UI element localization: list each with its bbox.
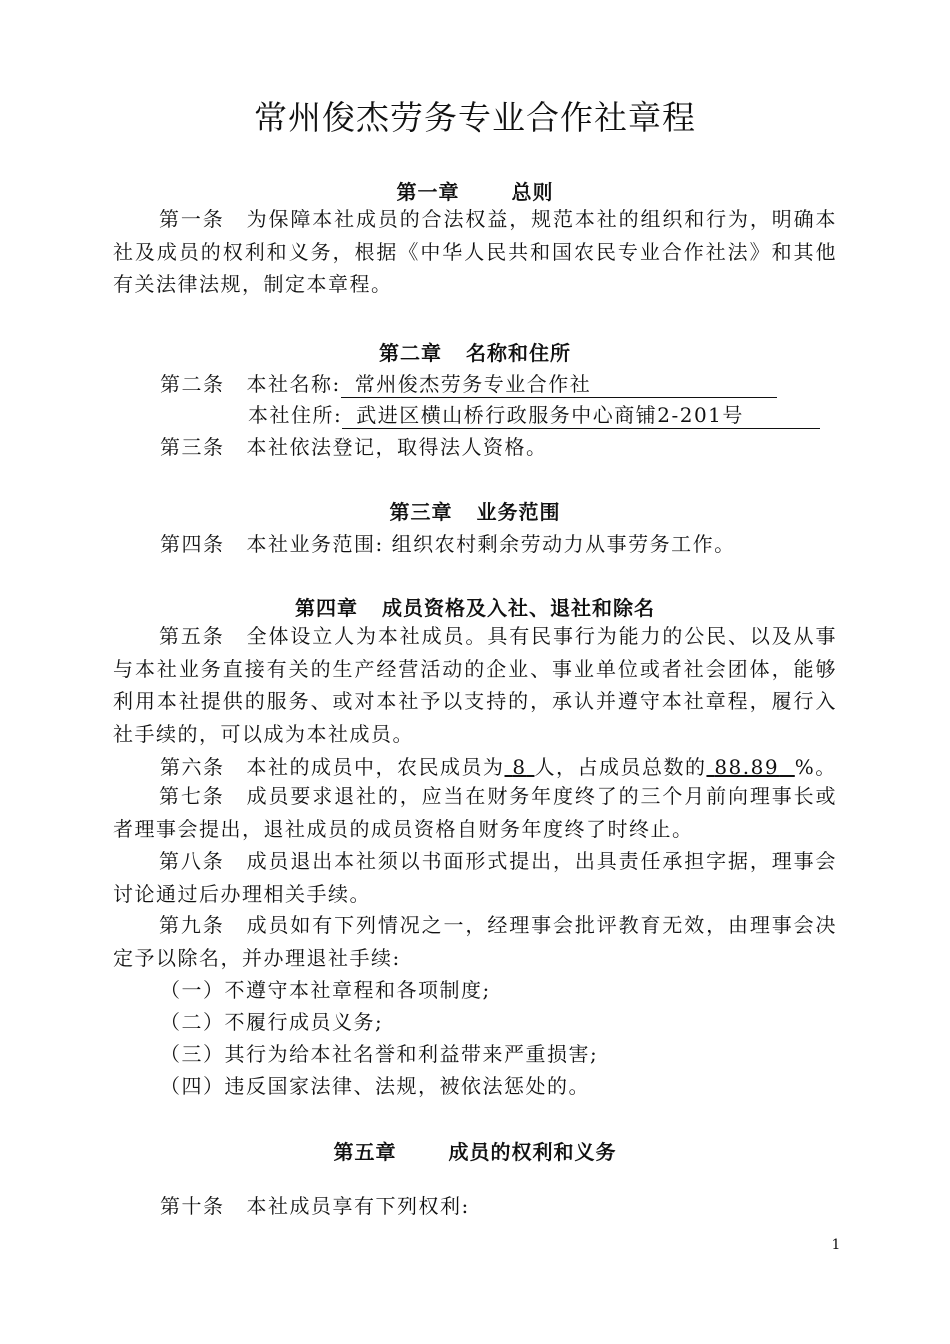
article-9-label: 第九条: [159, 913, 225, 937]
coop-name-value: 常州俊杰劳务专业合作社: [341, 368, 777, 398]
article-10-label: 第十条: [160, 1194, 225, 1218]
article-1: [113, 203, 837, 301]
article-9: [113, 909, 837, 974]
chapter-1-label: 第一章: [396, 180, 460, 204]
article-5-text: 全体设立人为本社成员。具有民事行为能力的公民、以及从事与本社业务直接有关的生产经营活动的企业、事业单位或者社会团体，能够利用本社提供的服务、或对本社予以支持的，承认并遵守本社章程，履行入社手续的，可以成为本社成员。: [113, 624, 838, 746]
article-6: [160, 751, 837, 780]
article-6-text-mid: 人，占成员总数的: [534, 755, 707, 779]
article-2-address-row: [248, 399, 820, 429]
article-7-text: 成员要求退社的，应当在财务年度终了的三个月前向理事长或者理事会提出，退社成员的成员资格自财务年度终了时终止。: [113, 784, 838, 841]
chapter-1-heading: [0, 176, 950, 205]
chapter-2-heading: [0, 337, 950, 366]
article-3: [160, 431, 548, 460]
chapter-3-heading: [0, 496, 950, 525]
chapter-5-label: 第五章: [333, 1140, 397, 1164]
chapter-4-label: 第四章: [295, 596, 358, 620]
chapter-5-heading: [0, 1136, 950, 1165]
chapter-4-heading: [0, 592, 950, 621]
article-7-label: 第七条: [159, 784, 225, 808]
chapter-5-name: 成员的权利和义务: [448, 1140, 617, 1164]
article-8: [113, 845, 837, 910]
document-title: 常州俊杰劳务专业合作社章程: [254, 98, 696, 137]
article-2-label: 第二条: [160, 372, 225, 396]
article-5: [113, 620, 837, 750]
article-10: [160, 1190, 470, 1219]
article-10-text: 本社成员享有下列权利:: [246, 1194, 470, 1218]
article-9-item-1: （一）不遵守本社章程和各项制度;: [160, 978, 491, 1002]
chapter-4-name: 成员资格及入社、退社和除名: [382, 596, 655, 620]
article-1-label: 第一条: [159, 207, 225, 231]
farmer-member-percent: 88.89: [714, 755, 780, 779]
article-6-label: 第六条: [160, 755, 225, 779]
article-9-item-4: （四）违反国家法律、法规，被依法惩处的。: [160, 1074, 590, 1098]
article-4-text: 本社业务范围: 组织农村剩余劳动力从事劳务工作。: [246, 532, 736, 556]
article-9-item-3: （三）其行为给本社名誉和利益带来严重损害;: [160, 1042, 599, 1066]
article-3-label: 第三条: [160, 435, 225, 459]
chapter-2-label: 第二章: [379, 341, 442, 365]
article-4-label: 第四条: [160, 532, 225, 556]
coop-address-value: 武进区横山桥行政服务中心商铺2-201号: [342, 399, 820, 429]
article-3-text: 本社依法登记，取得法人资格。: [246, 435, 548, 459]
article-9-item-2: （二）不履行成员义务;: [160, 1010, 384, 1034]
article-2-name-row: [160, 368, 777, 398]
chapter-3-name: 业务范围: [476, 500, 561, 524]
chapter-2-name: 名称和住所: [466, 341, 571, 365]
coop-address-label: 本社住所:: [248, 403, 343, 427]
article-7: [113, 780, 837, 845]
chapter-3-label: 第三章: [389, 500, 453, 524]
article-5-label: 第五条: [159, 624, 225, 648]
article-8-label: 第八条: [159, 849, 225, 873]
page-number: 1: [831, 1237, 841, 1253]
article-1-text: 为保障本社成员的合法权益，规范本社的组织和行为，明确本社及成员的权利和义务，根据《中华人民共和国农民专业合作社法》和其他有关法律法规，制定本章程。: [113, 207, 838, 296]
article-6-text-after: %。: [794, 755, 837, 779]
article-4: [160, 528, 736, 557]
chapter-1-name: 总则: [511, 180, 554, 204]
article-9-text: 成员如有下列情况之一，经理事会批评教育无效，由理事会决定予以除名，并办理退社手续:: [113, 913, 838, 970]
farmer-member-count: 8: [512, 755, 527, 779]
article-8-text: 成员退出本社须以书面形式提出，出具责任承担字据，理事会讨论通过后办理相关手续。: [113, 849, 838, 906]
coop-name-label: 本社名称:: [246, 372, 341, 396]
article-6-text-before: 本社的成员中，农民成员为: [246, 755, 505, 779]
